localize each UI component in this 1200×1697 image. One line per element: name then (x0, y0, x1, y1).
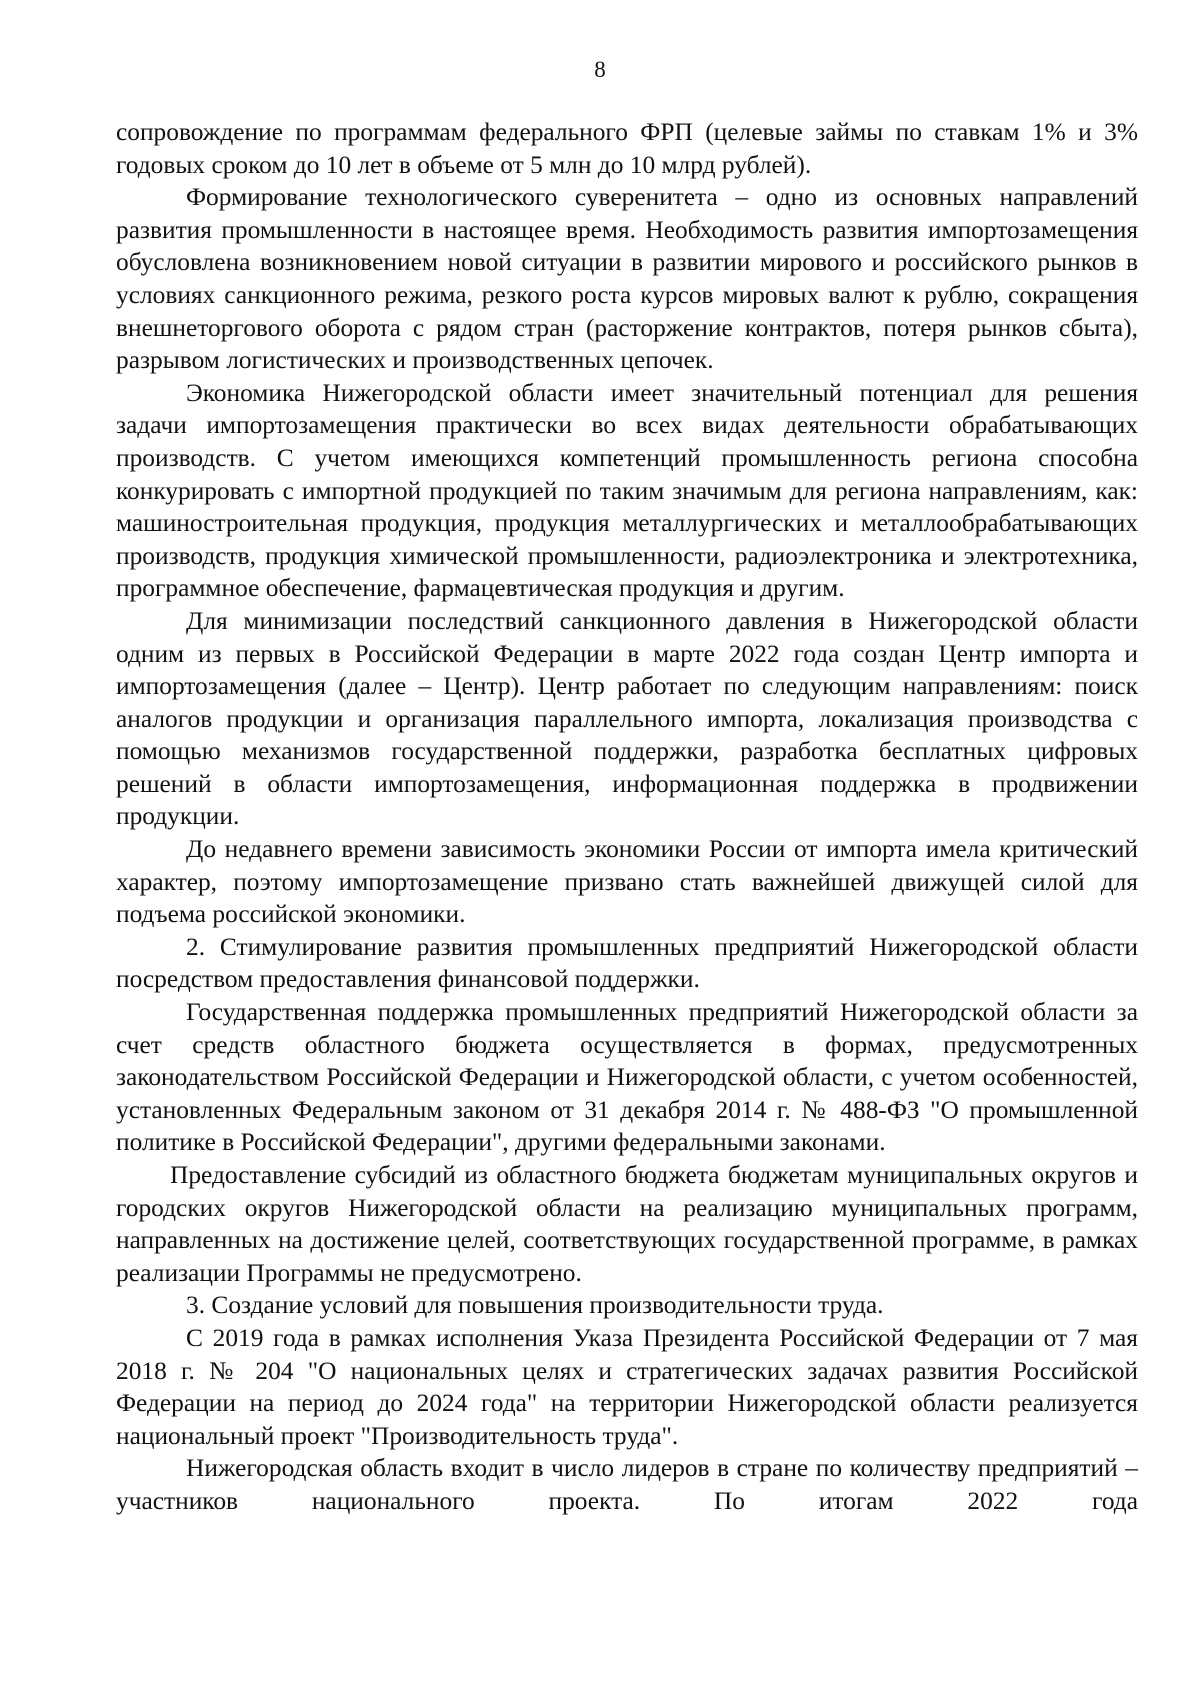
paragraph-national-project: С 2019 года в рамках исполнения Указа Президента Российской Федерации от 7 мая 2018 г. № 204 "О национальных целях и стратегических задачах развития Российской Федерации на период до 2024 года" на территории Нижегородской области реализуется национальный проект "Производительность труда". (116, 1323, 1138, 1450)
paragraph-technological-sovereignty: Формирование технологического суверенитета – одно из основных направлений развития промышленности в настоящее время. Необходимость развития импортозамещения обусловлена возникновением новой ситуации в развитии мирового и российского рынков в условиях санкционного режима, резкого роста курсов мировых валют к рублю, сокращения внешнеторгового оборота с рядом стран (расторжение контрактов, потеря рынков сбыта), разрывом логистических и производственных цепочек. (116, 183, 1138, 375)
page-number: 8 (594, 57, 606, 82)
paragraph-state-support: Государственная поддержка промышленных предприятий Нижегородской области за счет средств областного бюджета осуществляется в формах, предусмотренных законодательством Российской Федерации и Нижегородской области, с учетом особенностей, установленных Федеральным законом от 31 декабря 2014 г. № 488-ФЗ "О промышленной политике в Российской Федерации", другими федеральными законами. (116, 998, 1138, 1157)
paragraph-section-2-heading: 2. Стимулирование развития промышленных предприятий Нижегородской области посредством предоставления финансовой поддержки. (116, 932, 1138, 994)
paragraph-frp-support: сопровождение по программам федерального ФРП (целевые займы по ставкам 1% и 3% годовых сроком до 10 лет в объеме от 5 млн до 10 млрд рублей). (116, 118, 1138, 179)
paragraph-section-3-heading: 3. Создание условий для повышения производительности труда. (186, 1291, 884, 1320)
paragraph-economic-potential: Экономика Нижегородской области имеет значительный потенциал для решения задачи импортозамещения практически во всех видах деятельности обрабатывающих производств. С учетом имеющихся компетенций промышленность региона способна конкурировать с импортной продукцией по таким значимым для региона направлениям, как: машиностроительная продукция, продукция металлургических и металлообрабатывающих производств, продукция химической промышленности, радиоэлектроника и электротехника, программное обеспечение, фармацевтическая продукция и другим. (116, 378, 1138, 603)
document-body (116, 116, 1138, 1518)
paragraph-import-center: Для минимизации последствий санкционного давления в Нижегородской области одним из первых в Российской Федерации в марте 2022 года создан Центр импорта и импортозамещения (далее – Центр). Центр работает по следующим направлениям: поиск аналогов продукции и организация параллельного импорта, локализация производства с помощью механизмов государственной поддержки, разработка бесплатных цифровых решений в области импортозамещения, информационная поддержка в продвижении продукции. (116, 606, 1138, 831)
paragraph-region-leaders: Нижегородская область входит в число лидеров в стране по количеству предприятий – участников национального проекта. По итогам 2022 года (116, 1454, 1138, 1515)
paragraph-import-dependence: До недавнего времени зависимость экономики России от импорта имела критический характер, поэтому импортозамещение призвано стать важнейшей движущей силой для подъема российской экономики. (116, 835, 1138, 929)
paragraph-subsidies: Предоставление субсидий из областного бюджета бюджетам муниципальных округов и городских округов Нижегородской области на реализацию муниципальных программ, направленных на достижение целей, соответствующих государственной программе, в рамках реализации Программы не предусмотрено. (116, 1161, 1138, 1287)
